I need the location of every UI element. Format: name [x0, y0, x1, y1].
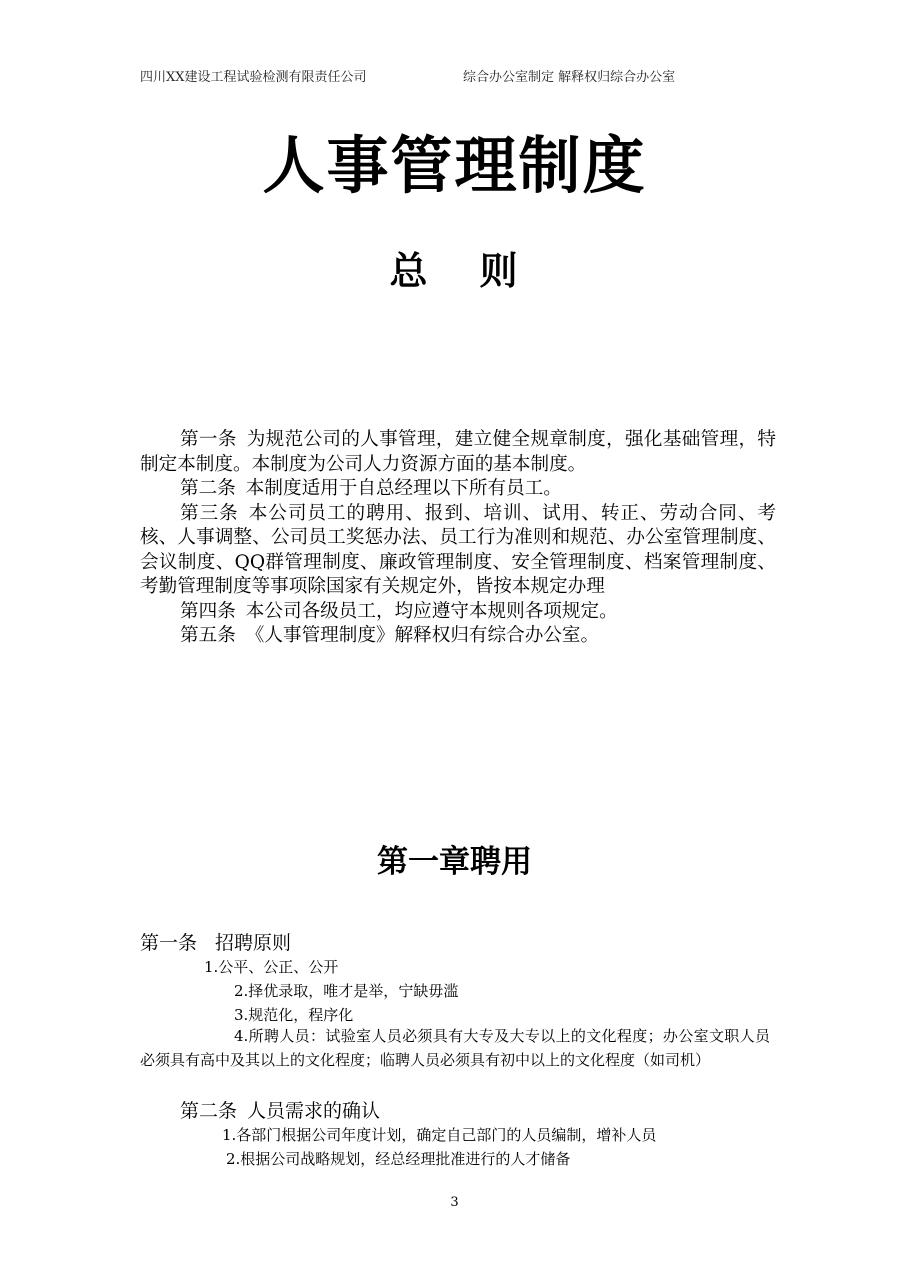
article-label: 第二条 — [180, 478, 236, 499]
section-title-char-1: 总 — [389, 249, 430, 293]
article-title: 招聘原则 — [215, 932, 292, 954]
list-item: 1.公平、公正、公开 — [204, 958, 339, 976]
general-articles — [140, 428, 776, 649]
chapter-title: 第一章聘用 — [377, 844, 532, 880]
article-label: 第一条 — [180, 429, 237, 450]
article-label: 第四条 — [180, 600, 236, 622]
article-title: 人员需求的确认 — [247, 1100, 381, 1122]
article-label: 第二条 — [180, 1100, 238, 1122]
article-text: 为规范公司的人事管理，建立健全规章制度，强化基础管理，特制定本制度。本制度为公司人力资源方面的基本制度。 — [140, 429, 776, 475]
list-item: 2.择优录取，唯才是举，宁缺毋滥 — [234, 982, 459, 1000]
article-text: 本制度适用于自总经理以下所有员工。 — [245, 478, 562, 499]
article-text: 本公司员工的聘用、报到、培训、试用、转正、劳动合同、考核、人事调整、公司员工奖惩办法、员工行为准则和规范、办公室管理制度、会议制度、QQ群管理制度、廉政管理制度、安全管理制度、档案管理制度、考勤管理制度等事项除国家有关规定外，皆按本规定办理 — [140, 502, 776, 597]
chapter1-article2-heading — [180, 1096, 380, 1123]
section-title-char-2: 则 — [479, 249, 520, 293]
article-text: 本公司各级员工，均应遵守本规则各项规定。 — [245, 600, 618, 622]
header-divider — [138, 86, 771, 87]
list-item: 3.规范化，程序化 — [234, 1006, 354, 1024]
document-title: 人事管理制度 — [262, 129, 647, 202]
general-article-5 — [140, 624, 776, 649]
page-number: 3 — [450, 1195, 459, 1210]
general-article-4 — [140, 600, 776, 625]
chapter1-article1-heading — [140, 928, 291, 955]
article-label: 第一条 — [140, 932, 198, 954]
article-label: 第五条 — [180, 625, 236, 646]
list-item: 4.所聘人员：试验室人员必须具有大专及大专以上的文化程度；办公室文职人员必须具有高中及其以上的文化程度；临聘人员必须具有初中以上的文化程度（如司机） — [140, 1027, 770, 1069]
general-article-3 — [140, 502, 776, 600]
article-label: 第三条 — [180, 502, 239, 524]
general-article-1 — [140, 428, 776, 477]
header-company: 四川XX建设工程试验检测有限责任公司 — [140, 70, 367, 85]
article-text: 《人事管理制度》解释权归有综合办公室。 — [245, 625, 600, 646]
list-item: 1.各部门根据公司年度计划，确定自己部门的人员编制，增补人员 — [222, 1126, 657, 1144]
header-note: 综合办公室制定 解释权归综合办公室 — [463, 70, 676, 85]
list-item: 2.根据公司战略规划，经总经理批准进行的人才储备 — [226, 1150, 571, 1168]
section-title — [0, 240, 909, 295]
general-article-2 — [140, 477, 776, 502]
